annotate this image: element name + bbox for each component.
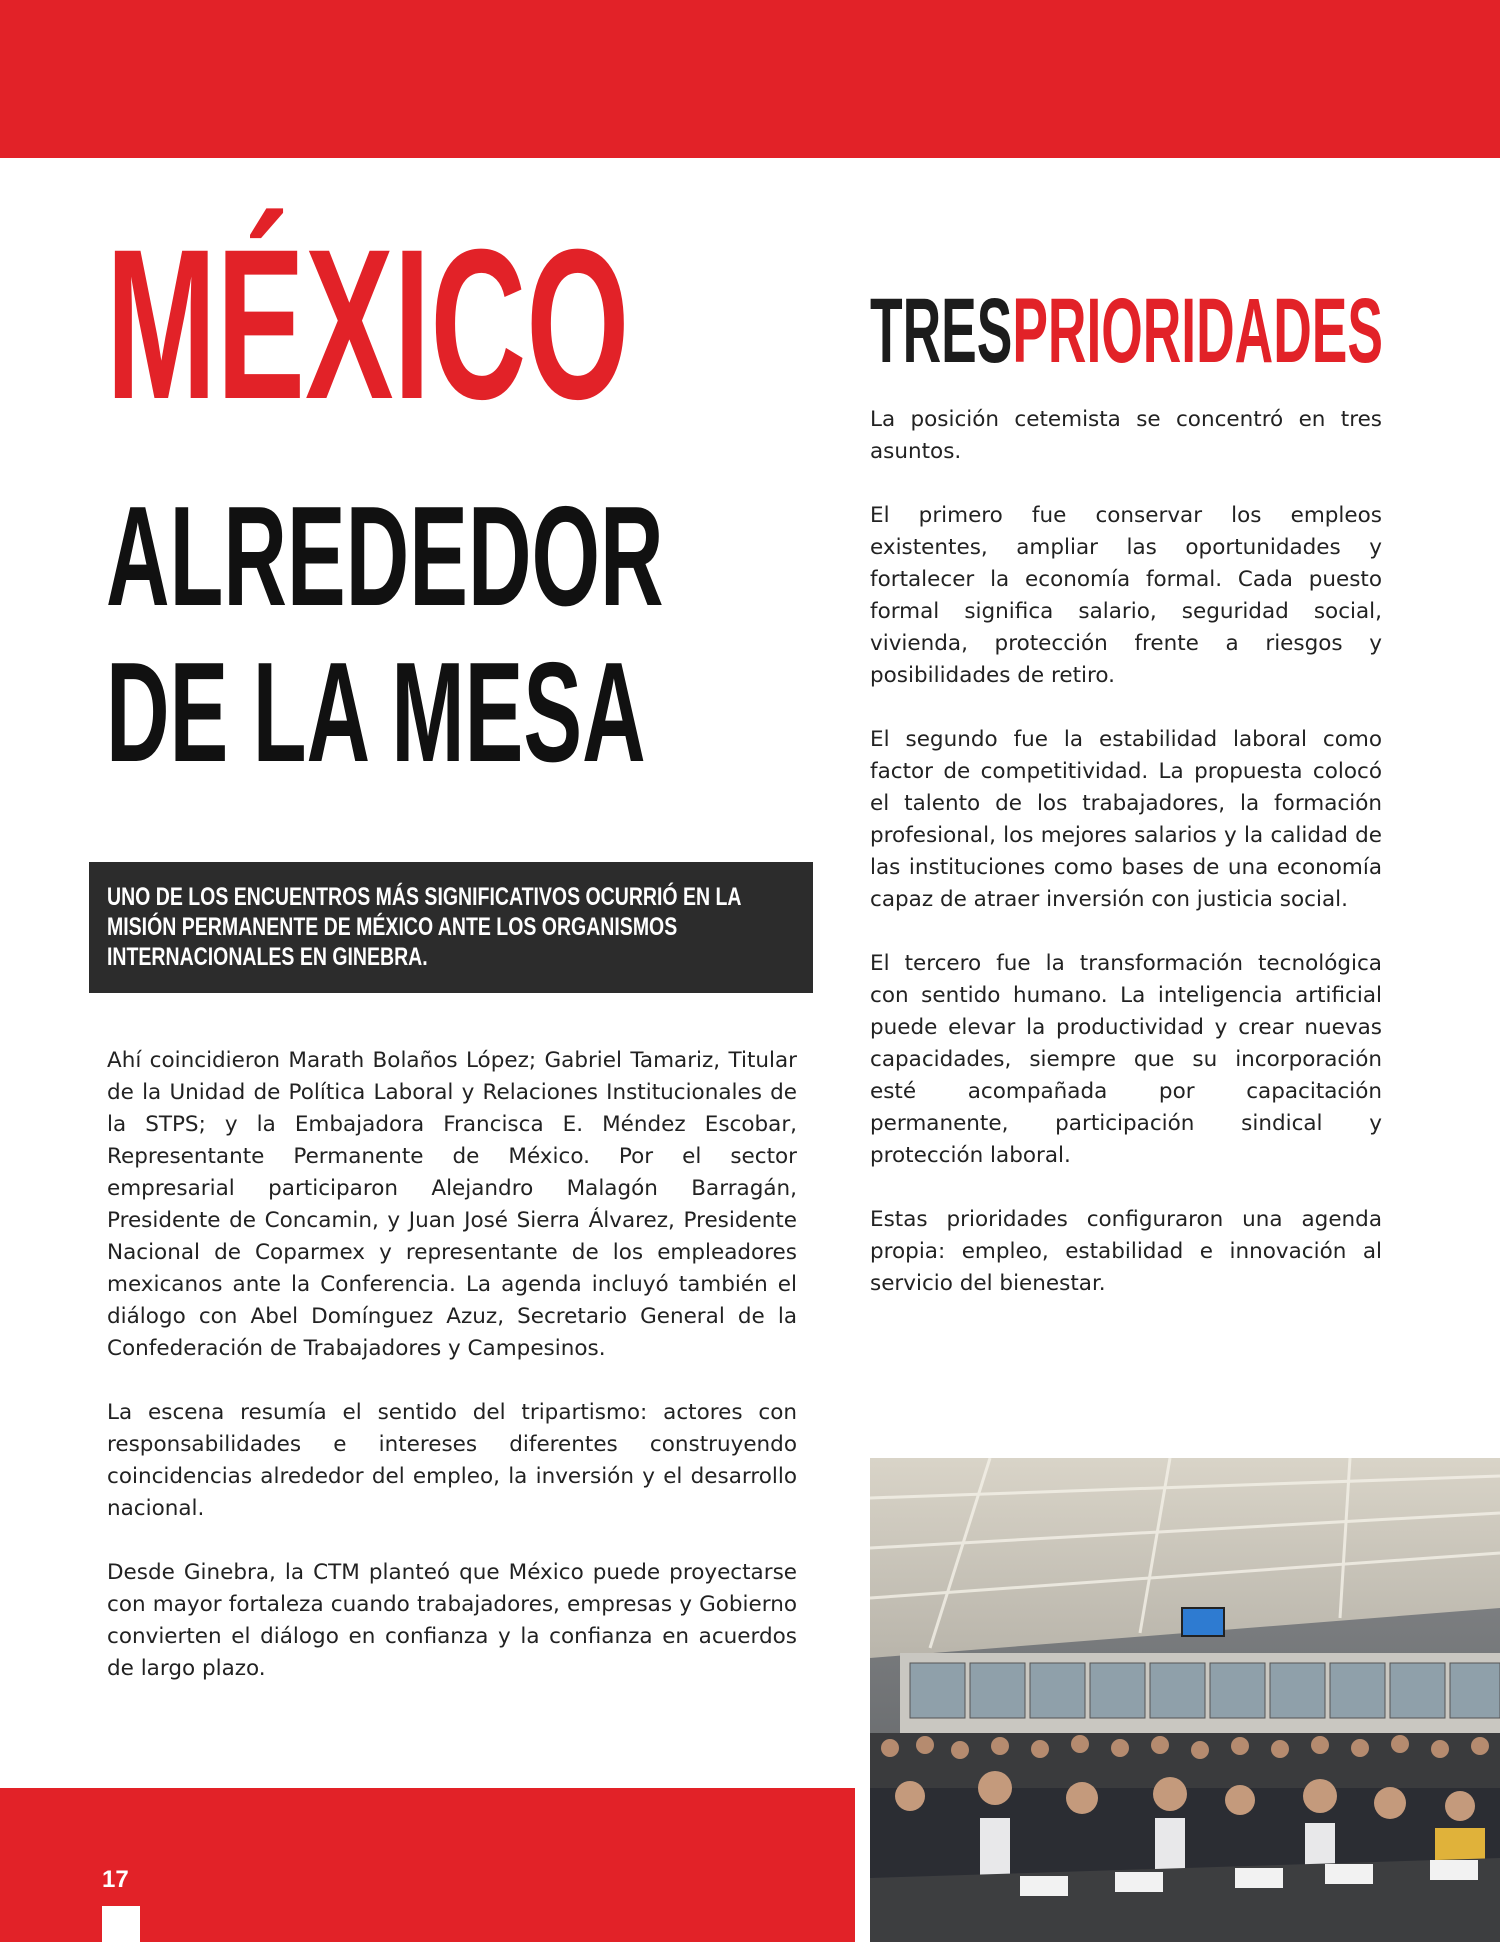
side-heading	[870, 280, 1383, 382]
right-paragraph: El tercero fue la transformación tecnológica con sentido humano. La inteligencia artificial puede elevar la productividad y crear nuevas capacidades, siempre que su incorporación esté acompañada por capacitación permanente, participación sindical y protección laboral.	[870, 951, 1382, 1168]
left-paragraph: Ahí coincidieron Marath Bolaños López; Gabriel Tamariz, Titular de la Unidad de Política Laboral y Relaciones Institucionales de la STPS; y la Embajadora Francisca E. Méndez Escobar, Representante Permanente de México. Por el sector empresarial participaron Alejandro Malagón Barragán, Presidente de Concamin, y Juan José Sierra Álvarez, Presidente Nacional de Coparmex y representante de los empleadores mexicanos ante la Conferencia. La agenda incluyó también el diálogo con Abel Domínguez Azuz, Secretario General de la Confederación de Trabajadores y Campesinos.	[107, 1048, 797, 1361]
top-red-band	[0, 0, 1500, 158]
lead-text: UNO DE LOS ENCUENTROS MÁS SIGNIFICATIVOS OCURRIÓ EN LA MISIÓN PERMANENTE DE MÉXICO ANTE LOS ORGANISMOS INTERNACIONALES EN GINEBRA.	[107, 883, 741, 971]
left-column	[107, 1045, 797, 1717]
left-paragraph: Desde Ginebra, la CTM planteó que México puede proyectarse con mayor fortaleza cuando trabajadores, empresas y Gobierno convierten el diálogo en confianza y la confianza en acuerdos de largo plazo.	[107, 1560, 797, 1681]
headline-line-3: DE LA MESA	[106, 633, 646, 792]
headline	[106, 205, 664, 798]
lead-box	[89, 862, 813, 993]
right-paragraph: El primero fue conservar los empleos existentes, ampliar las oportunidades y fortalecer la economía formal. Cada puesto formal significa salario, seguridad social, vivienda, protección frente a riesgos y posibilidades de retiro.	[870, 503, 1382, 688]
side-heading-word-2: PRIORIDADES	[1012, 280, 1383, 382]
conference-photo	[870, 1458, 1500, 1942]
left-paragraph: La escena resumía el sentido del tripartismo: actores con responsabilidades e intereses diferentes construyendo coincidencias alrededor del empleo, la inversión y el desarrollo nacional.	[107, 1400, 797, 1521]
side-heading-word-1: TRES	[870, 280, 1013, 382]
page-number: 17	[102, 1866, 129, 1893]
right-paragraph: Estas prioridades configuraron una agenda propia: empleo, estabilidad e innovación al servicio del bienestar.	[870, 1207, 1382, 1296]
corner-square	[102, 1906, 140, 1942]
right-paragraph: El segundo fue la estabilidad laboral como factor de competitividad. La propuesta colocó el talento de los trabajadores, la formación profesional, los mejores salarios y la calidad de las instituciones como bases de una economía capaz de atraer inversión con justicia social.	[870, 727, 1382, 912]
right-column	[870, 404, 1382, 1332]
headline-line-1: MÉXICO	[106, 205, 630, 444]
right-paragraph: La posición cetemista se concentró en tres asuntos.	[870, 407, 1382, 464]
headline-line-2: ALREDEDOR	[106, 477, 664, 636]
